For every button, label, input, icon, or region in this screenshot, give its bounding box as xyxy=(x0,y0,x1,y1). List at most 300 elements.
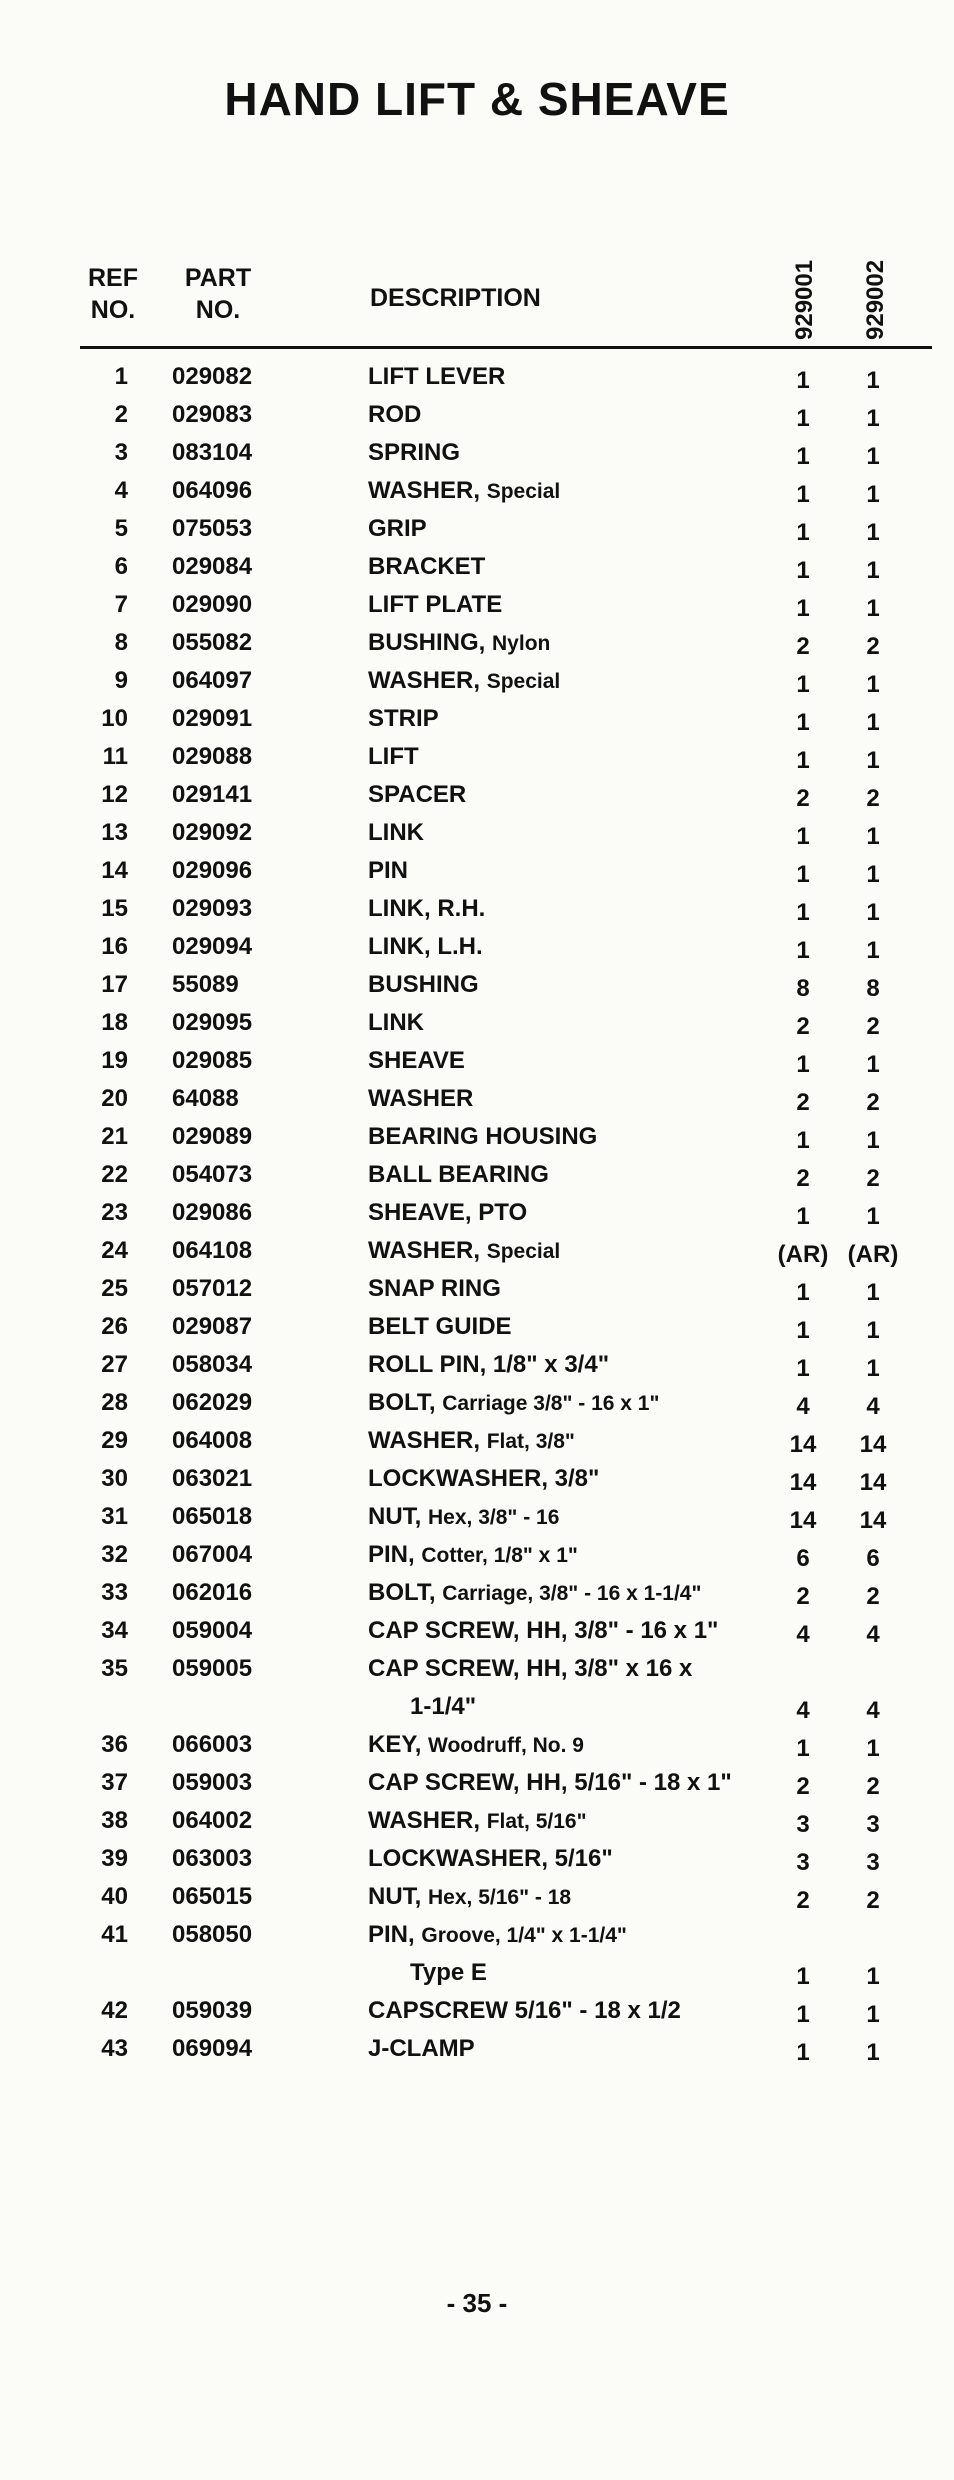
description-detail: Special xyxy=(486,480,561,503)
description xyxy=(368,1389,659,1417)
description xyxy=(368,1617,718,1645)
qty-929001: 1 xyxy=(796,481,810,508)
model-929002-header: 929002 xyxy=(862,259,889,340)
part-number: 059005 xyxy=(172,1655,253,1682)
table-row xyxy=(0,1579,954,1617)
qty-929001: 1 xyxy=(796,747,810,774)
description xyxy=(368,629,550,657)
part-number: 069094 xyxy=(172,2035,253,2062)
ref-number: 11 xyxy=(102,743,128,770)
qty-929001: 1 xyxy=(796,405,810,432)
ref-header-line2: NO. xyxy=(90,296,136,324)
description xyxy=(368,591,502,619)
table-row xyxy=(0,895,954,933)
description-text: PIN, xyxy=(368,1541,415,1568)
qty-929001: 14 xyxy=(789,1507,817,1534)
ref-number: 41 xyxy=(101,1921,128,1948)
description xyxy=(368,895,485,923)
part-number: 055082 xyxy=(172,629,253,656)
description-text: BUSHING, xyxy=(368,629,486,656)
description xyxy=(368,971,479,999)
description xyxy=(368,667,560,695)
table-row xyxy=(0,1769,954,1807)
qty-929002: 2 xyxy=(866,633,880,660)
qty-929002: 1 xyxy=(866,747,880,774)
qty-929001: 2 xyxy=(796,1583,810,1610)
qty-929001: 2 xyxy=(796,1165,810,1192)
ref-number: 31 xyxy=(101,1503,128,1530)
qty-929001: 1 xyxy=(796,2001,810,2028)
table-row xyxy=(0,1351,954,1389)
qty-929002: 1 xyxy=(866,1317,880,1344)
description xyxy=(368,1807,587,1835)
ref-number: 34 xyxy=(101,1617,128,1644)
description-text: BALL BEARING xyxy=(368,1161,549,1188)
description xyxy=(368,1921,627,1949)
ref-number: 43 xyxy=(101,2035,128,2062)
qty-929002: 2 xyxy=(866,1013,880,1040)
ref-number: 5 xyxy=(114,515,128,542)
part-number: 029091 xyxy=(172,705,253,732)
table-row xyxy=(0,933,954,971)
part-number: 029088 xyxy=(172,743,253,770)
table-row xyxy=(0,1465,954,1503)
table-row xyxy=(0,819,954,857)
table-row xyxy=(0,629,954,667)
part-no-header xyxy=(168,262,268,326)
qty-929002: 8 xyxy=(866,975,880,1002)
description-detail: Woodruff, No. 9 xyxy=(428,1734,584,1757)
description-detail: Carriage, 3/8" - 16 x 1-1/4" xyxy=(442,1582,702,1605)
qty-929001: 6 xyxy=(796,1545,810,1572)
description xyxy=(368,781,466,809)
description-detail: Nylon xyxy=(492,632,551,655)
description xyxy=(368,1199,527,1227)
ref-number: 12 xyxy=(101,781,128,808)
description-text: LOCKWASHER, 5/16" xyxy=(368,1845,613,1872)
description-detail: Flat, 5/16" xyxy=(486,1810,587,1833)
description-text: LIFT LEVER xyxy=(368,363,506,390)
description-text: BELT GUIDE xyxy=(368,1313,512,1340)
ref-number: 29 xyxy=(101,1427,128,1454)
description xyxy=(368,1009,424,1037)
description-detail: Carriage 3/8" - 16 x 1" xyxy=(442,1392,660,1415)
ref-number: 30 xyxy=(101,1465,128,1492)
description xyxy=(368,1845,613,1873)
ref-number: 40 xyxy=(101,1883,128,1910)
qty-929002: 2 xyxy=(866,1089,880,1116)
description-text: WASHER, xyxy=(368,477,481,504)
description xyxy=(368,1503,559,1531)
description-detail: Hex, 3/8" - 16 xyxy=(428,1506,560,1529)
table-row xyxy=(0,1883,954,1921)
table-row xyxy=(0,515,954,553)
description-text: CAP SCREW, HH, 3/8" x 16 x xyxy=(368,1655,693,1682)
part-number: 029085 xyxy=(172,1047,253,1074)
description-text: J-CLAMP xyxy=(368,2035,475,2062)
description-text: LOCKWASHER, 3/8" xyxy=(368,1465,600,1492)
description-text: STRIP xyxy=(368,705,439,732)
description xyxy=(368,1655,692,1683)
description xyxy=(368,1237,560,1265)
table-row xyxy=(0,1047,954,1085)
description-text: CAP SCREW, HH, 3/8" - 16 x 1" xyxy=(368,1617,719,1644)
qty-929001: 1 xyxy=(796,443,810,470)
qty-929001: 1 xyxy=(796,1355,810,1382)
description-text: LINK, L.H. xyxy=(368,933,483,960)
qty-929002: 2 xyxy=(866,1887,880,1914)
ref-number: 35 xyxy=(101,1655,128,1682)
description-text: SPRING xyxy=(368,439,461,466)
qty-929002: 1 xyxy=(866,1051,880,1078)
description xyxy=(368,477,560,505)
table-row xyxy=(0,1161,954,1199)
ref-number: 23 xyxy=(101,1199,128,1226)
qty-929001: 2 xyxy=(796,1089,810,1116)
ref-no-header xyxy=(78,262,148,326)
description xyxy=(368,1731,584,1759)
description-text: PIN, xyxy=(368,1921,415,1948)
table-row xyxy=(0,857,954,895)
part-number: 059039 xyxy=(172,1997,253,2024)
qty-929001: 14 xyxy=(789,1431,817,1458)
ref-number: 19 xyxy=(101,1047,128,1074)
qty-929002: 1 xyxy=(866,899,880,926)
table-row xyxy=(0,1655,954,1731)
description xyxy=(368,1883,571,1911)
qty-929002: 2 xyxy=(866,1165,880,1192)
qty-929002: 1 xyxy=(866,443,880,470)
part-number: 064002 xyxy=(172,1807,253,1834)
table-row xyxy=(0,1503,954,1541)
qty-929002: 3 xyxy=(866,1849,880,1876)
description-text: LINK xyxy=(368,1009,424,1036)
description-text: WASHER, xyxy=(368,667,481,694)
ref-number: 22 xyxy=(101,1161,128,1188)
qty-929002: 1 xyxy=(866,937,880,964)
qty-929001: 1 xyxy=(796,861,810,888)
description xyxy=(368,1313,512,1341)
description-text: WASHER xyxy=(368,1085,474,1112)
qty-929002: 1 xyxy=(866,1127,880,1154)
description xyxy=(368,1541,578,1569)
qty-929001: 4 xyxy=(796,1621,810,1648)
qty-929002: 1 xyxy=(866,1963,880,1990)
header-rule xyxy=(80,346,932,349)
description-text: LIFT xyxy=(368,743,419,770)
table-row xyxy=(0,1617,954,1655)
ref-number: 7 xyxy=(114,591,128,618)
ref-number: 15 xyxy=(101,895,128,922)
description xyxy=(368,1997,681,2025)
ref-number: 17 xyxy=(101,971,128,998)
ref-number: 1 xyxy=(114,363,128,390)
part-number: 029141 xyxy=(172,781,253,808)
qty-929001: 1 xyxy=(796,937,810,964)
description-text: ROD xyxy=(368,401,422,428)
qty-929001: 3 xyxy=(796,1811,810,1838)
description-text: LINK, R.H. xyxy=(368,895,486,922)
ref-number: 2 xyxy=(114,401,128,428)
part-number: 029089 xyxy=(172,1123,253,1150)
description xyxy=(368,1123,597,1151)
qty-929002: 1 xyxy=(866,405,880,432)
part-number: 064108 xyxy=(172,1237,253,1264)
part-number: 075053 xyxy=(172,515,253,542)
table-row xyxy=(0,1845,954,1883)
qty-929002: 3 xyxy=(866,1811,880,1838)
table-row xyxy=(0,1313,954,1351)
table-row xyxy=(0,1807,954,1845)
description-text: BOLT, xyxy=(368,1579,436,1606)
qty-929001: 1 xyxy=(796,1051,810,1078)
qty-929002: 4 xyxy=(866,1393,880,1420)
description-text: BUSHING xyxy=(368,971,479,998)
ref-number: 33 xyxy=(101,1579,128,1606)
qty-929002: 4 xyxy=(866,1621,880,1648)
description-text: WASHER, xyxy=(368,1237,481,1264)
part-number: 067004 xyxy=(172,1541,253,1568)
qty-929002: 1 xyxy=(866,2001,880,2028)
ref-number: 20 xyxy=(101,1085,128,1112)
qty-929001: 1 xyxy=(796,1317,810,1344)
qty-929001: 1 xyxy=(796,1735,810,1762)
description-text: BOLT, xyxy=(368,1389,436,1416)
description-text: SHEAVE, PTO xyxy=(368,1199,528,1226)
part-number: 029093 xyxy=(172,895,253,922)
qty-929001: 2 xyxy=(796,1013,810,1040)
ref-number: 26 xyxy=(101,1313,128,1340)
qty-929002: 6 xyxy=(866,1545,880,1572)
table-row xyxy=(0,667,954,705)
table-row xyxy=(0,401,954,439)
table-row xyxy=(0,1199,954,1237)
qty-929002: 14 xyxy=(859,1469,887,1496)
description xyxy=(368,1427,575,1455)
part-number: 065018 xyxy=(172,1503,253,1530)
ref-number: 9 xyxy=(114,667,128,694)
qty-929001: 1 xyxy=(796,1279,810,1306)
qty-929002: 2 xyxy=(866,785,880,812)
part-number: 55089 xyxy=(172,971,239,998)
ref-number: 13 xyxy=(101,819,128,846)
description-continuation: Type E xyxy=(410,1959,487,1986)
table-row xyxy=(0,553,954,591)
qty-929001: 2 xyxy=(796,785,810,812)
description xyxy=(368,705,439,733)
description xyxy=(368,1047,465,1075)
description xyxy=(368,439,460,467)
part-number: 063003 xyxy=(172,1845,253,1872)
part-number: 083104 xyxy=(172,439,253,466)
qty-929001: 1 xyxy=(796,595,810,622)
description xyxy=(368,1351,609,1379)
table-row xyxy=(0,1123,954,1161)
part-number: 029094 xyxy=(172,933,253,960)
qty-929001: 3 xyxy=(796,1849,810,1876)
part-number: 029095 xyxy=(172,1009,253,1036)
qty-929001: 1 xyxy=(796,671,810,698)
part-number: 029084 xyxy=(172,553,253,580)
description xyxy=(368,515,427,543)
table-row xyxy=(0,1541,954,1579)
description xyxy=(368,2035,475,2063)
ref-number: 36 xyxy=(101,1731,128,1758)
qty-929001: 4 xyxy=(796,1697,810,1724)
description-text: CAPSCREW 5/16" - 18 x 1/2 xyxy=(368,1997,681,2024)
qty-929002: 2 xyxy=(866,1773,880,1800)
description xyxy=(368,401,421,429)
ref-number: 14 xyxy=(101,857,128,884)
part-number: 059004 xyxy=(172,1617,253,1644)
description-detail: Cotter, 1/8" x 1" xyxy=(421,1544,578,1567)
ref-number: 38 xyxy=(101,1807,128,1834)
description xyxy=(368,1161,549,1189)
qty-929001: 1 xyxy=(796,823,810,850)
description xyxy=(368,1465,599,1493)
qty-929001: 1 xyxy=(796,1203,810,1230)
qty-929002: 1 xyxy=(866,1279,880,1306)
qty-929001: 1 xyxy=(796,557,810,584)
qty-929002: 2 xyxy=(866,1583,880,1610)
qty-929002: 1 xyxy=(866,557,880,584)
qty-929001: 2 xyxy=(796,633,810,660)
part-number: 64088 xyxy=(172,1085,239,1112)
ref-number: 37 xyxy=(101,1769,128,1796)
description xyxy=(368,553,485,581)
table-row xyxy=(0,1237,954,1275)
part-header-line1: PART xyxy=(184,264,252,292)
description-header: DESCRIPTION xyxy=(370,284,541,312)
ref-number: 4 xyxy=(114,477,128,504)
table-row xyxy=(0,705,954,743)
description-detail: Special xyxy=(486,670,561,693)
part-number: 054073 xyxy=(172,1161,253,1188)
qty-929002: 1 xyxy=(866,671,880,698)
part-number: 029092 xyxy=(172,819,253,846)
qty-929002: 1 xyxy=(866,1735,880,1762)
qty-929001: 1 xyxy=(796,519,810,546)
part-number: 029082 xyxy=(172,363,253,390)
table-row xyxy=(0,1009,954,1047)
qty-929001: 1 xyxy=(796,367,810,394)
table-row xyxy=(0,1275,954,1313)
qty-929001: 4 xyxy=(796,1393,810,1420)
table-row xyxy=(0,591,954,629)
description-text: SPACER xyxy=(368,781,467,808)
part-number: 064008 xyxy=(172,1427,253,1454)
description xyxy=(368,1579,701,1607)
table-row xyxy=(0,1997,954,2035)
description-detail: Hex, 5/16" - 18 xyxy=(428,1886,572,1909)
description-text: BRACKET xyxy=(368,553,486,580)
ref-number: 24 xyxy=(101,1237,128,1264)
table-row xyxy=(0,781,954,819)
description xyxy=(368,1275,501,1303)
table-row xyxy=(0,1427,954,1465)
part-number: 029087 xyxy=(172,1313,253,1340)
qty-929002: (AR) xyxy=(847,1241,899,1268)
ref-header-line1: REF xyxy=(88,264,138,292)
qty-929001: (AR) xyxy=(777,1241,829,1268)
ref-number: 18 xyxy=(101,1009,128,1036)
ref-number: 21 xyxy=(101,1123,128,1150)
description xyxy=(368,743,419,771)
description-text: BEARING HOUSING xyxy=(368,1123,598,1150)
part-number: 058034 xyxy=(172,1351,253,1378)
part-number: 062029 xyxy=(172,1389,253,1416)
ref-number: 25 xyxy=(101,1275,128,1302)
qty-929002: 1 xyxy=(866,861,880,888)
qty-929001: 1 xyxy=(796,1963,810,1990)
description-text: SNAP RING xyxy=(368,1275,501,1302)
description-text: SHEAVE xyxy=(368,1047,465,1074)
part-header-line2: NO. xyxy=(195,296,241,324)
table-row xyxy=(0,2035,954,2073)
table-row xyxy=(0,1731,954,1769)
part-number: 062016 xyxy=(172,1579,253,1606)
parts-table xyxy=(0,363,954,2073)
description xyxy=(368,933,483,961)
part-number: 057012 xyxy=(172,1275,253,1302)
description-continuation: 1-1/4" xyxy=(410,1693,477,1720)
qty-929001: 1 xyxy=(796,899,810,926)
description-text: LINK xyxy=(368,819,424,846)
ref-number: 10 xyxy=(101,705,128,732)
qty-929002: 1 xyxy=(866,709,880,736)
description-text: KEY, xyxy=(368,1731,422,1758)
qty-929002: 14 xyxy=(859,1431,887,1458)
ref-number: 28 xyxy=(101,1389,128,1416)
ref-number: 39 xyxy=(101,1845,128,1872)
part-number: 064097 xyxy=(172,667,253,694)
description-detail: Special xyxy=(486,1240,561,1263)
part-number: 058050 xyxy=(172,1921,253,1948)
page-number: - 35 - xyxy=(446,2288,508,2318)
qty-929002: 1 xyxy=(866,2039,880,2066)
qty-929002: 1 xyxy=(866,823,880,850)
model-929001-header: 929001 xyxy=(791,259,818,340)
description-text: ROLL PIN, 1/8" x 3/4" xyxy=(368,1351,610,1378)
qty-929002: 14 xyxy=(859,1507,887,1534)
qty-929002: 1 xyxy=(866,519,880,546)
description xyxy=(368,1769,732,1797)
description-text: PIN xyxy=(368,857,409,884)
table-row xyxy=(0,1085,954,1123)
description-detail: Groove, 1/4" x 1-1/4" xyxy=(421,1924,627,1947)
part-number: 064096 xyxy=(172,477,253,504)
qty-929002: 1 xyxy=(866,367,880,394)
table-row xyxy=(0,971,954,1009)
description-text: LIFT PLATE xyxy=(368,591,503,618)
table-row xyxy=(0,477,954,515)
qty-929002: 1 xyxy=(866,1355,880,1382)
qty-929002: 1 xyxy=(866,1203,880,1230)
description-text: NUT, xyxy=(368,1503,422,1530)
qty-929001: 1 xyxy=(796,709,810,736)
page-title: HAND LIFT & SHEAVE xyxy=(224,73,730,125)
table-row xyxy=(0,1921,954,1997)
description-text: WASHER, xyxy=(368,1807,481,1834)
qty-929002: 4 xyxy=(866,1697,880,1724)
part-number: 059003 xyxy=(172,1769,253,1796)
part-number: 029090 xyxy=(172,591,253,618)
description xyxy=(368,819,424,847)
part-number: 029096 xyxy=(172,857,253,884)
table-row xyxy=(0,363,954,401)
qty-929001: 2 xyxy=(796,1887,810,1914)
ref-number: 27 xyxy=(101,1351,128,1378)
